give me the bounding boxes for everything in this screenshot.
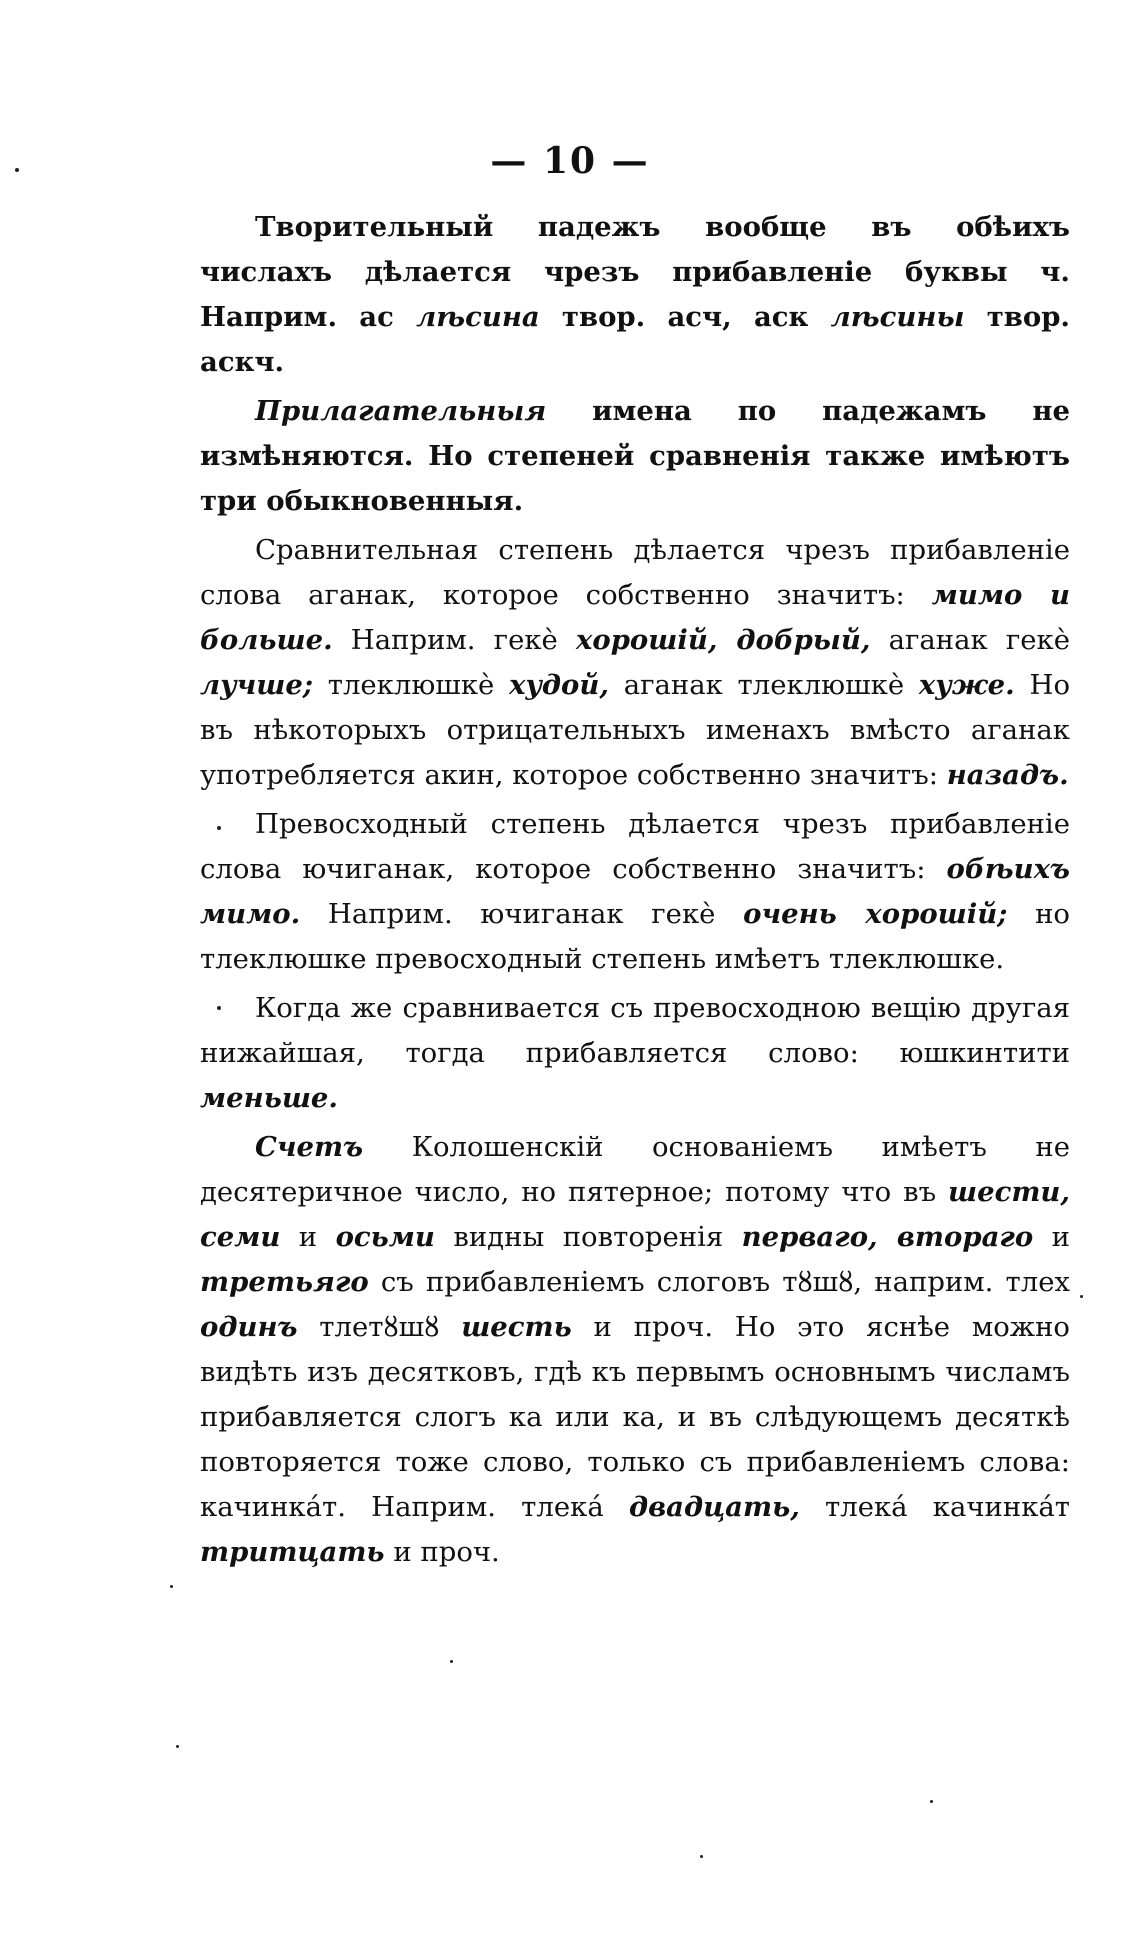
scan-speck [700, 1855, 703, 1858]
emphasized-term: очень хорошій; [743, 898, 1008, 930]
emphasized-term: осьми [335, 1221, 435, 1253]
emphasized-term: худой, [509, 669, 609, 701]
emphasized-term: Счетъ [255, 1131, 364, 1163]
emphasized-term: Прилагательныя [255, 395, 547, 427]
body-text [200, 205, 1070, 1579]
emphasized-term: третьяго [200, 1266, 369, 1298]
text-run: съ прибавленіемъ слоговъ тȣшȣ, наприм. тлех [368, 1266, 1070, 1298]
text-run: Когда же сравнивается съ превосходною вещію другая нижайшая, тогда прибавляется слово: юшкинтити [200, 992, 1070, 1069]
text-run: Колошенскій основаніемъ имѣетъ не десятеричное число, но пятерное; потому что въ [200, 1131, 1070, 1208]
scan-speck [15, 168, 19, 172]
paragraph [200, 205, 1070, 385]
emphasized-term: лѣсины [830, 301, 965, 333]
emphasized-term: мимо и больше. [200, 579, 1070, 656]
text-run: Но въ нѣкоторыхъ отрицательныхъ именахъ вмѣсто аганак употребляется акин, которое собственно значитъ: [200, 669, 1071, 791]
emphasized-term: лучше; [200, 669, 313, 701]
emphasized-term: меньше. [200, 1082, 338, 1114]
text-run: Наприм. гекѐ [332, 624, 576, 656]
emphasized-term: тритцать [200, 1536, 385, 1568]
emphasized-term: перваго, втораго [741, 1221, 1034, 1253]
paragraph [200, 1125, 1070, 1575]
text-run: тлекá качинкáт [799, 1491, 1071, 1523]
text-run: и [280, 1221, 336, 1253]
scan-speck [930, 1800, 933, 1803]
emphasized-term: хуже. [918, 669, 1015, 701]
text-run: Превосходный степень дѣлается чрезъ прибавленіе слова ючиганак, которое собственно значитъ: [200, 808, 1070, 885]
scan-speck [450, 1660, 453, 1663]
scan-speck [1080, 1295, 1083, 1298]
paragraph [200, 389, 1070, 524]
paragraph [200, 986, 1070, 1121]
paragraph [200, 802, 1070, 982]
paragraph [200, 528, 1070, 798]
emphasized-term: обѣихъ мимо. [200, 853, 1070, 930]
text-run: и проч. [384, 1536, 500, 1568]
text-run: и проч. Но это яснѣе можно видѣть изъ десятковъ, гдѣ къ первымъ основнымъ числамъ прибавляется слогъ ка или ка, и въ слѣдующемъ десяткѣ повторяется тоже слово, только съ прибавленіемъ слова: качинкáт. Наприм. тлекá [200, 1311, 1070, 1523]
emphasized-term: двадцать, [628, 1491, 800, 1523]
text-run: аганак гекѐ [870, 624, 1070, 656]
text-run: тлеклюшкѐ [312, 669, 510, 701]
text-run: Наприм. ючиганак гекѐ [300, 898, 744, 930]
scan-speck [176, 1745, 179, 1748]
text-run: Творительный падежъ вообще въ обѣихъ числахъ дѣлается чрезъ прибавленіе буквы ч. Наприм. ас [200, 211, 1070, 333]
text-run: аганак тлеклюшкѐ [608, 669, 919, 701]
text-run: видны повторенія [434, 1221, 742, 1253]
emphasized-term: шести, семи [200, 1176, 1070, 1253]
text-run: Сравнительная степень дѣлается чрезъ прибавленіе слова аганак, которое собственно значитъ: [200, 534, 1070, 611]
emphasized-term: назадъ. [946, 759, 1069, 791]
emphasized-term: одинъ [200, 1311, 298, 1343]
scan-speck [217, 1006, 221, 1010]
scan-speck [170, 1585, 173, 1588]
page-number: — 10 — [490, 140, 650, 182]
text-run: и [1033, 1221, 1070, 1253]
text-run: твор. асч, аск [539, 301, 831, 333]
scan-speck [217, 826, 221, 830]
emphasized-term: лѣсина [416, 301, 540, 333]
text-run: имена по падежамъ не измѣняются. Но степеней сравненія также имѣютъ три обыкновенныя. [200, 395, 1070, 517]
text-run: твор. аскч. [200, 301, 1070, 378]
emphasized-term: шесть [461, 1311, 572, 1343]
text-run: но тлеклюшке превосходный степень имѣетъ тлеклюшке. [200, 898, 1070, 975]
emphasized-term: хорошій, добрый, [575, 624, 871, 656]
text-run: тлетȣшȣ [297, 1311, 462, 1343]
